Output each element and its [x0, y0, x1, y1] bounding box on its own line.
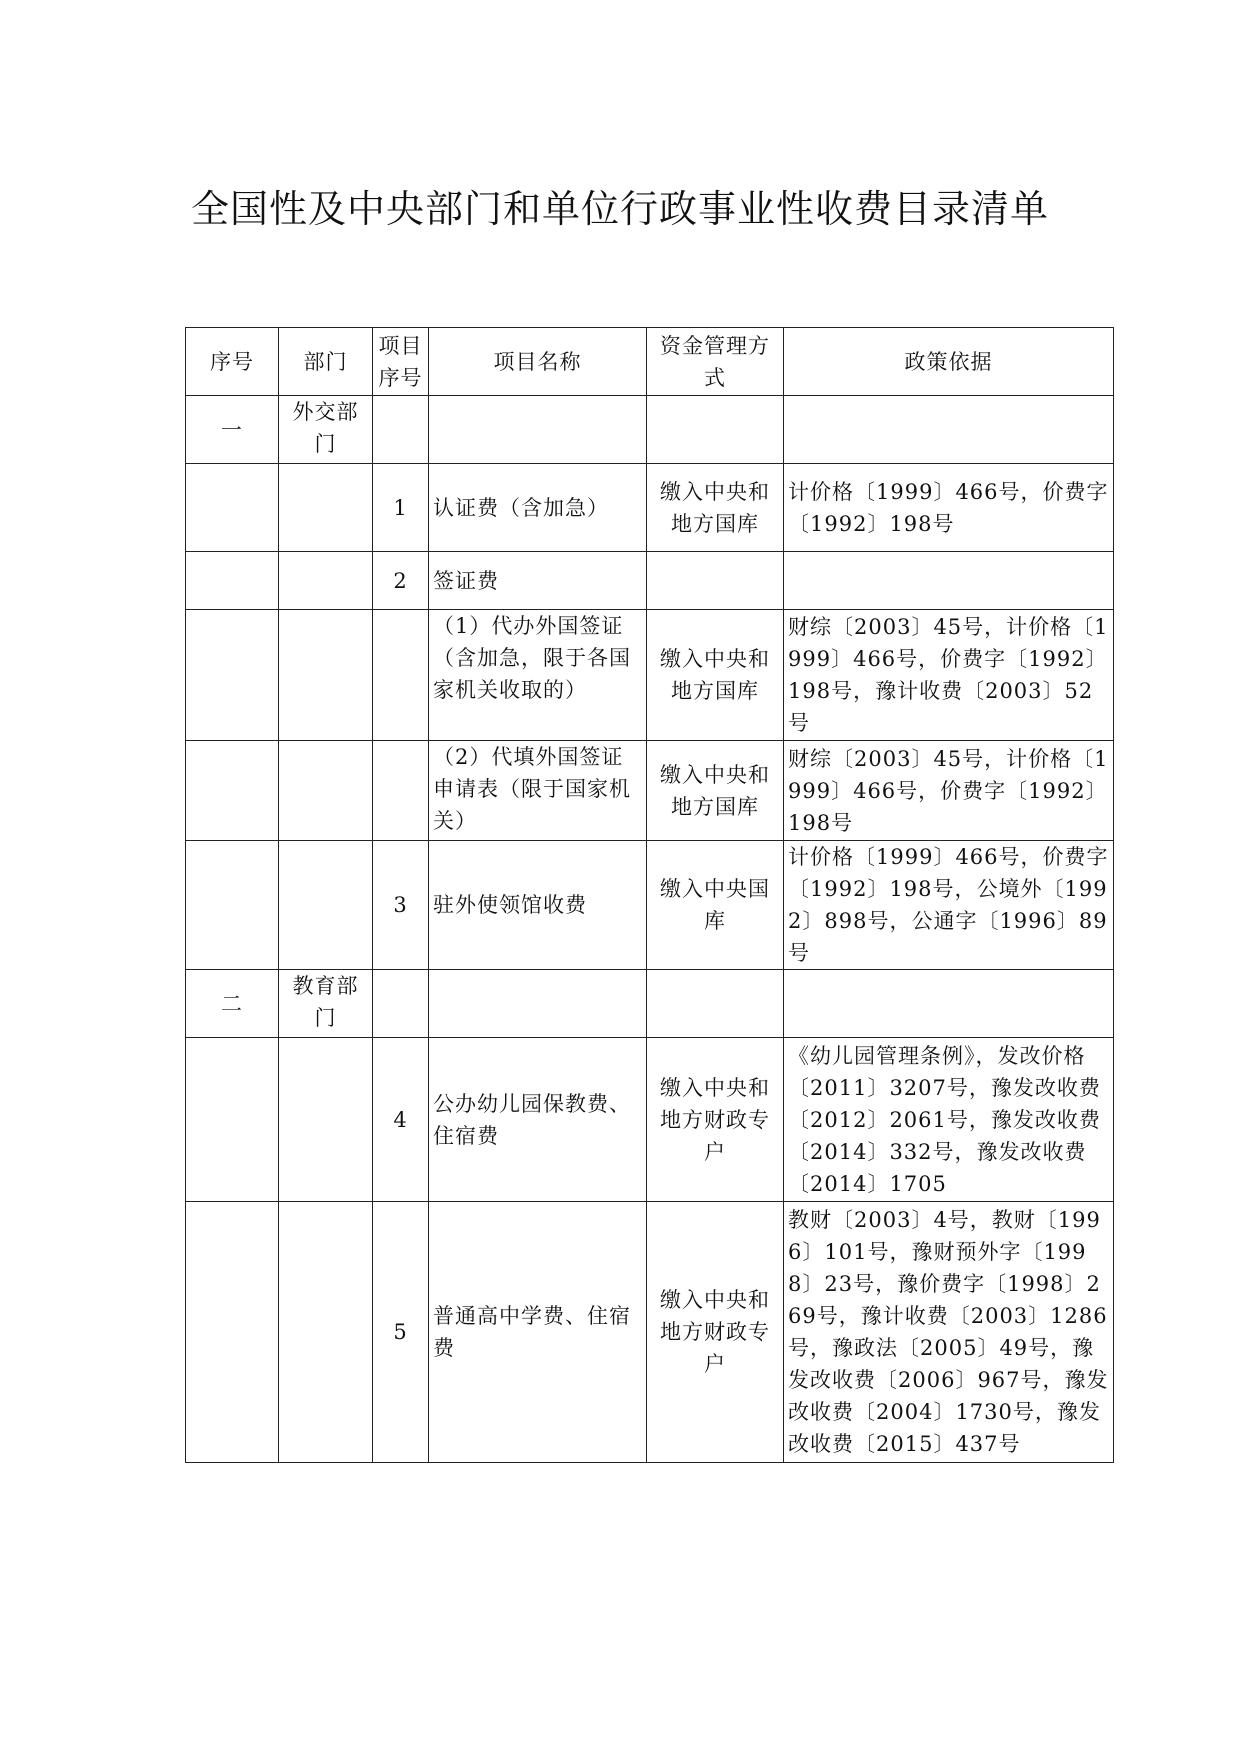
page-title: 全国性及中央部门和单位行政事业性收费目录清单	[190, 187, 1049, 231]
cell-item-name: 普通高中学费、住宿费	[429, 1202, 647, 1463]
cell-item-name: 签证费	[429, 552, 647, 610]
cell-item-seq: 4	[373, 1038, 429, 1202]
cell-fund-mgmt: 缴入中央和地方国库	[647, 464, 784, 552]
cell-item-name: （1）代办外国签证（含加急，限于各国家机关收取的）	[429, 610, 647, 741]
cell-fund-mgmt	[647, 552, 784, 610]
cell-fund-mgmt	[647, 970, 784, 1038]
cell-item-seq: 2	[373, 552, 429, 610]
table-row	[186, 1038, 1114, 1202]
cell-fund-mgmt	[647, 396, 784, 464]
cell-dept	[279, 610, 373, 741]
cell-seq	[186, 1202, 279, 1463]
cell-item-seq	[373, 970, 429, 1038]
cell-item-name: 公办幼儿园保教费、住宿费	[429, 1038, 647, 1202]
cell-item-seq	[373, 610, 429, 741]
header-item-name: 项目名称	[429, 328, 647, 396]
cell-fund-mgmt: 缴入中央和地方国库	[647, 741, 784, 841]
cell-item-name	[429, 396, 647, 464]
fee-table	[185, 327, 1114, 1463]
header-seq: 序号	[186, 328, 279, 396]
cell-policy: 《幼儿园管理条例》，发改价格〔2011〕3207号，豫发改收费〔2012〕2061号，豫发改收费〔2014〕332号，豫发改收费〔2014〕1705	[784, 1038, 1114, 1202]
cell-seq: 一	[186, 396, 279, 464]
cell-item-seq: 1	[373, 464, 429, 552]
cell-dept	[279, 841, 373, 970]
cell-dept: 教育部门	[279, 970, 373, 1038]
cell-dept	[279, 552, 373, 610]
header-policy: 政策依据	[784, 328, 1114, 396]
table-row	[186, 741, 1114, 841]
cell-seq	[186, 610, 279, 741]
cell-item-seq	[373, 741, 429, 841]
cell-policy: 教财〔2003〕4号，教财〔1996〕101号，豫财预外字〔1998〕23号，豫价费字〔1998〕269号，豫计收费〔2003〕1286号，豫政法〔2005〕49号，豫发改收费〔2006〕967号，豫发改收费〔2004〕1730号，豫发改收费〔2015〕437号	[784, 1202, 1114, 1463]
cell-seq	[186, 552, 279, 610]
cell-item-seq	[373, 396, 429, 464]
table-row	[186, 610, 1114, 741]
cell-policy	[784, 552, 1114, 610]
cell-policy	[784, 396, 1114, 464]
cell-seq: 二	[186, 970, 279, 1038]
cell-dept	[279, 1038, 373, 1202]
cell-dept	[279, 464, 373, 552]
cell-dept	[279, 1202, 373, 1463]
cell-policy: 财综〔2003〕45号，计价格〔1999〕466号，价费字〔1992〕198号，豫计收费〔2003〕52号	[784, 610, 1114, 741]
table-row	[186, 552, 1114, 610]
table-row	[186, 464, 1114, 552]
cell-item-name: 驻外使领馆收费	[429, 841, 647, 970]
cell-policy: 计价格〔1999〕466号，价费字〔1992〕198号，公境外〔1992〕898号，公通字〔1996〕89号	[784, 841, 1114, 970]
cell-policy	[784, 970, 1114, 1038]
cell-policy: 计价格〔1999〕466号，价费字〔1992〕198号	[784, 464, 1114, 552]
cell-item-name	[429, 970, 647, 1038]
cell-policy: 财综〔2003〕45号，计价格〔1999〕466号，价费字〔1992〕198号	[784, 741, 1114, 841]
cell-fund-mgmt: 缴入中央和地方财政专户	[647, 1202, 784, 1463]
cell-item-seq: 3	[373, 841, 429, 970]
cell-dept	[279, 741, 373, 841]
table-row	[186, 396, 1114, 464]
cell-fund-mgmt: 缴入中央和地方国库	[647, 610, 784, 741]
table-row	[186, 1202, 1114, 1463]
cell-seq	[186, 464, 279, 552]
cell-dept: 外交部门	[279, 396, 373, 464]
header-dept: 部门	[279, 328, 373, 396]
header-fund-mgmt: 资金管理方式	[647, 328, 784, 396]
cell-item-seq: 5	[373, 1202, 429, 1463]
cell-fund-mgmt: 缴入中央国库	[647, 841, 784, 970]
table-row	[186, 970, 1114, 1038]
table-row	[186, 841, 1114, 970]
cell-item-name: 认证费（含加急）	[429, 464, 647, 552]
header-item-seq: 项目序号	[373, 328, 429, 396]
cell-seq	[186, 741, 279, 841]
cell-item-name: （2）代填外国签证申请表（限于国家机关）	[429, 741, 647, 841]
cell-fund-mgmt: 缴入中央和地方财政专户	[647, 1038, 784, 1202]
cell-seq	[186, 841, 279, 970]
cell-seq	[186, 1038, 279, 1202]
table-header-row	[186, 328, 1114, 396]
